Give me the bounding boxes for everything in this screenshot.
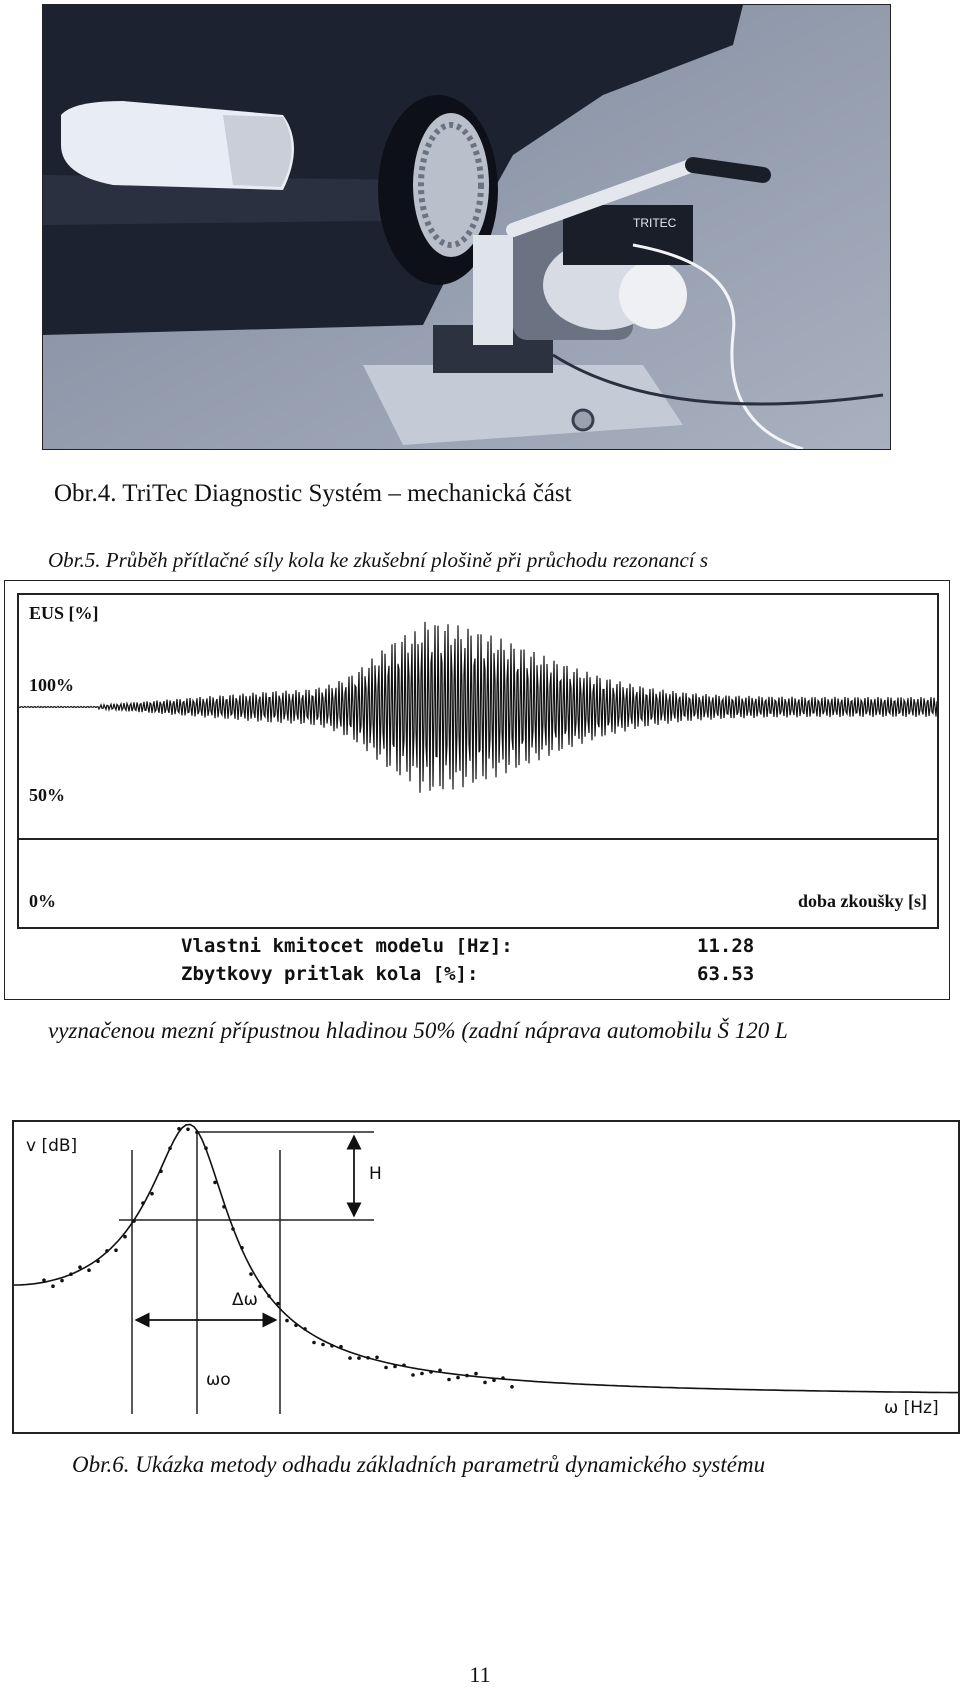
figure5-caption-line2: vyznačenou mezní přípustnou hladinou 50% (zadní náprava automobilu Š 120 L — [48, 1018, 788, 1043]
measured-point — [276, 1302, 280, 1306]
measured-point — [114, 1248, 118, 1252]
measured-point — [186, 1128, 190, 1132]
res-x-title: ω [Hz] — [884, 1398, 939, 1418]
measured-point — [204, 1146, 208, 1150]
measured-point — [474, 1372, 478, 1376]
measured-point — [321, 1343, 325, 1347]
measured-point — [60, 1279, 64, 1283]
page-number: 11 — [469, 1662, 491, 1687]
measured-point — [222, 1205, 226, 1209]
device-label: TRITEC — [633, 216, 677, 230]
measured-point — [177, 1127, 181, 1131]
measured-point — [384, 1366, 388, 1370]
measured-point — [267, 1294, 271, 1298]
measured-point — [510, 1385, 514, 1389]
eus-x-title: doba zkoušky [s] — [797, 891, 927, 911]
measured-point — [231, 1227, 235, 1231]
measured-point — [375, 1356, 379, 1360]
readout-value-1: 11.28 — [697, 935, 755, 957]
res-y-title: v [dB] — [26, 1136, 78, 1156]
measured-point — [69, 1272, 73, 1276]
measured-point — [150, 1192, 154, 1196]
measured-point — [294, 1324, 298, 1328]
measured-point — [303, 1327, 307, 1331]
eus-label-50: 50% — [29, 785, 65, 805]
measured-point — [420, 1372, 424, 1376]
measured-point — [330, 1344, 334, 1348]
measured-point — [456, 1376, 460, 1380]
figure6-caption: Obr.6. Ukázka metody odhadu základních parametrů dynamického systému — [72, 1452, 766, 1477]
measured-point — [78, 1265, 82, 1269]
res-label-h: H — [369, 1164, 382, 1184]
readout-label-2: Zbytkovy pritlak kola [%]: — [181, 963, 479, 985]
measured-point — [492, 1379, 496, 1383]
measured-point — [438, 1369, 442, 1373]
measured-point — [393, 1365, 397, 1369]
measured-point — [465, 1374, 469, 1378]
measured-point — [51, 1284, 55, 1288]
measured-point — [429, 1370, 433, 1374]
measured-point — [168, 1147, 172, 1151]
measured-point — [312, 1341, 316, 1345]
measured-point — [348, 1356, 352, 1360]
measured-point — [141, 1201, 145, 1205]
eus-waveform-svg — [19, 595, 937, 927]
measured-point — [159, 1169, 163, 1173]
measured-point — [240, 1246, 244, 1250]
measured-point — [501, 1376, 505, 1380]
eus-waveform — [19, 622, 937, 793]
res-label-w0: ωo — [206, 1370, 231, 1390]
eus-label-0: 0% — [29, 891, 56, 911]
measured-point — [123, 1235, 127, 1239]
measured-point — [339, 1345, 343, 1349]
measured-point — [132, 1219, 136, 1223]
resonance-graph — [12, 1120, 960, 1434]
measured-point — [447, 1378, 451, 1382]
eus-label-100: 100% — [29, 675, 74, 695]
measured-point — [357, 1356, 361, 1360]
measured-point — [96, 1259, 100, 1263]
resonance-svg — [14, 1122, 958, 1432]
eus-graph — [4, 580, 950, 1000]
measured-point — [483, 1381, 487, 1385]
measured-point — [105, 1249, 109, 1253]
readout-label-1: Vlastni kmitocet modelu [Hz]: — [181, 935, 513, 957]
measured-point — [249, 1272, 253, 1276]
eus-plot-area — [17, 593, 939, 929]
measured-point — [195, 1131, 199, 1135]
measured-point — [258, 1285, 262, 1289]
photo-illustration — [43, 5, 890, 449]
measured-point — [366, 1356, 370, 1360]
measured-point — [402, 1364, 406, 1368]
figure5-caption-line1: Obr.5. Průběh přítlačné síly kola ke zkušební plošině při průchodu rezonancí s — [48, 548, 709, 572]
measured-point — [213, 1181, 217, 1185]
measured-point — [411, 1373, 415, 1377]
tritec-photo — [42, 4, 891, 450]
readout-value-2: 63.53 — [697, 963, 755, 985]
res-label-dw: Δω — [232, 1290, 258, 1310]
measured-points — [42, 1127, 514, 1389]
resonance-curve — [14, 1124, 958, 1392]
measured-point — [285, 1319, 289, 1323]
eus-y-title: EUS [%] — [29, 603, 99, 623]
measured-point — [87, 1268, 91, 1272]
measured-point — [42, 1278, 46, 1282]
figure4-caption: Obr.4. TriTec Diagnostic Systém – mechanická část — [54, 480, 572, 507]
